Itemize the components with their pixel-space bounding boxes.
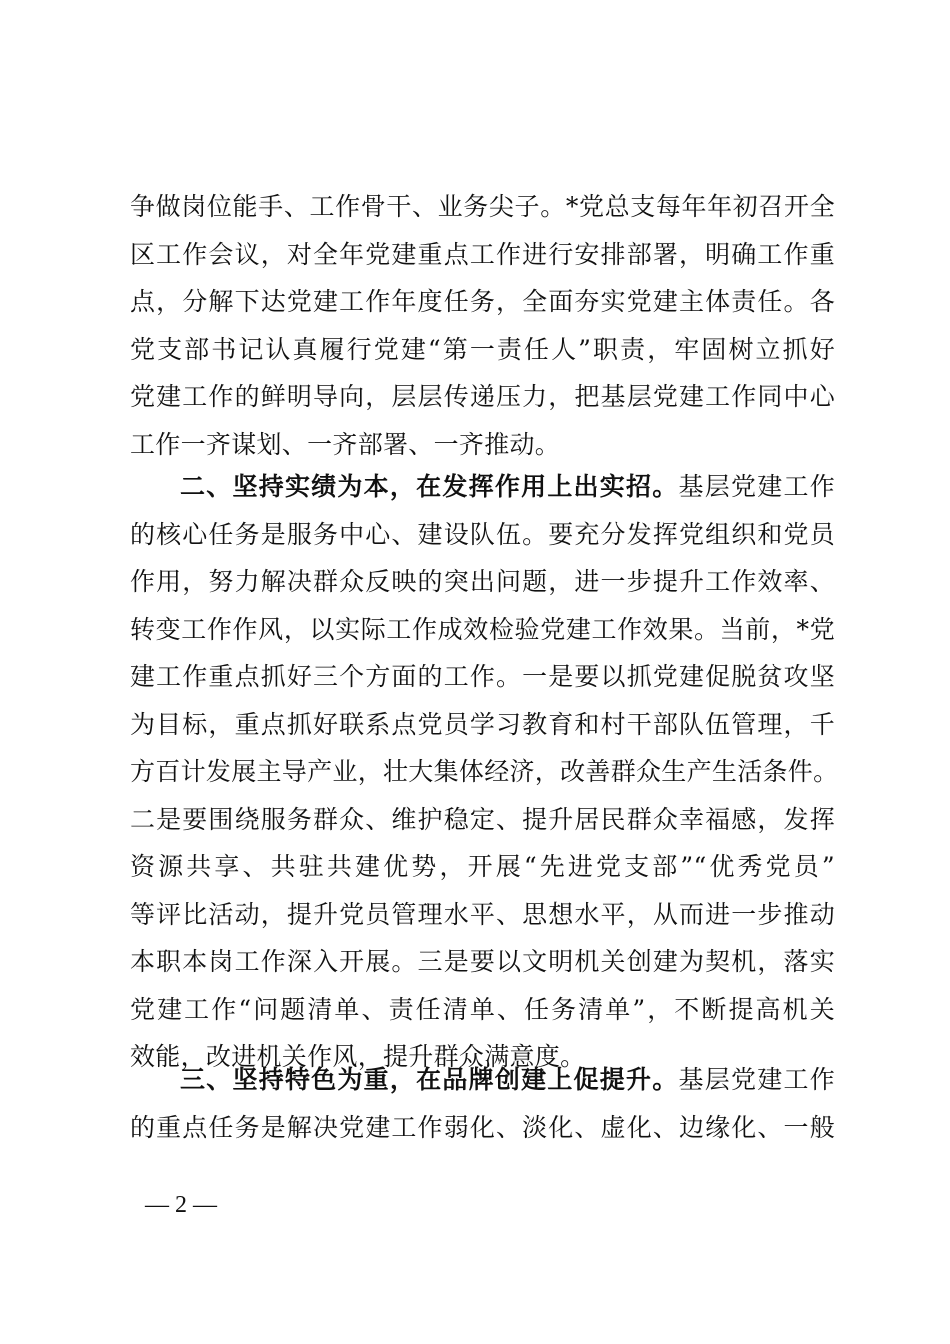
text-line: 党建工作“问题清单、责任清单、任务清单”，不断提高机关: [130, 994, 835, 1024]
text-line: 区工作会议，对全年党建重点工作进行安排部署，明确工作重: [130, 239, 835, 269]
text-line: 争做岗位能手、工作骨干、业务尖子。*党总支每年年初召开全: [130, 192, 835, 221]
text-line: 党建工作的鲜明导向，层层传递压力，把基层党建工作同中心: [130, 382, 835, 411]
text-line: 点，分解下达党建工作年度任务，全面夯实党建主体责任。各: [130, 287, 835, 316]
text-line: 等评比活动，提升党员管理水平、思想水平，从而进一步推动: [130, 899, 835, 929]
page-number: — 2 —: [145, 1192, 217, 1218]
section-3-lead-text: 基层党建工作: [678, 1065, 836, 1094]
section-3-first-line: [130, 1056, 835, 1104]
text-line: 建工作重点抓好三个方面的工作。一是要以抓党建促脱贫攻坚: [130, 662, 835, 691]
text-line: 工作一齐谋划、一齐部署、一齐推动。: [130, 429, 561, 459]
text-line: 作用，努力解决群众反映的突出问题，进一步提升工作效率、: [130, 567, 835, 596]
text-line: 资源共享、共驻共建优势，开展“先进党支部”“优秀党员”: [130, 852, 835, 881]
text-line: 的核心任务是服务中心、建设队伍。要充分发挥党组织和党员: [130, 519, 835, 549]
text-line: 效能，改进机关作风，提升群众满意度。: [130, 1042, 586, 1071]
section-2-lead-text: 基层党建工作: [678, 472, 836, 501]
section-3-heading: 三、坚持特色为重，在品牌创建上促提升。: [180, 1065, 679, 1094]
section-2-first-line: [130, 463, 835, 511]
section-3-paragraph: [130, 1056, 835, 1151]
text-line: 转变工作作风，以实际工作成效检验党建工作效果。当前，*党: [130, 614, 835, 644]
text-line: 本职本岗工作深入开展。三是要以文明机关创建为契机，落实: [130, 947, 835, 976]
section-2-heading: 二、坚持实绩为本，在发挥作用上出实招。: [180, 472, 679, 501]
text-line: 方百计发展主导产业，壮大集体经济，改善群众生产生活条件。: [130, 757, 839, 786]
text-line: 二是要围绕服务群众、维护稳定、提升居民群众幸福感，发挥: [130, 804, 835, 834]
text-line: 为目标，重点抓好联系点党员学习教育和村干部队伍管理，千: [130, 709, 835, 739]
text-line: 党支部书记认真履行党建“第一责任人”职责，牢固树立抓好: [130, 334, 835, 364]
paragraph-continuation: [130, 183, 835, 468]
text-line: 的重点任务是解决党建工作弱化、淡化、虚化、边缘化、一般: [130, 1112, 835, 1142]
section-2-paragraph: [130, 463, 839, 1081]
